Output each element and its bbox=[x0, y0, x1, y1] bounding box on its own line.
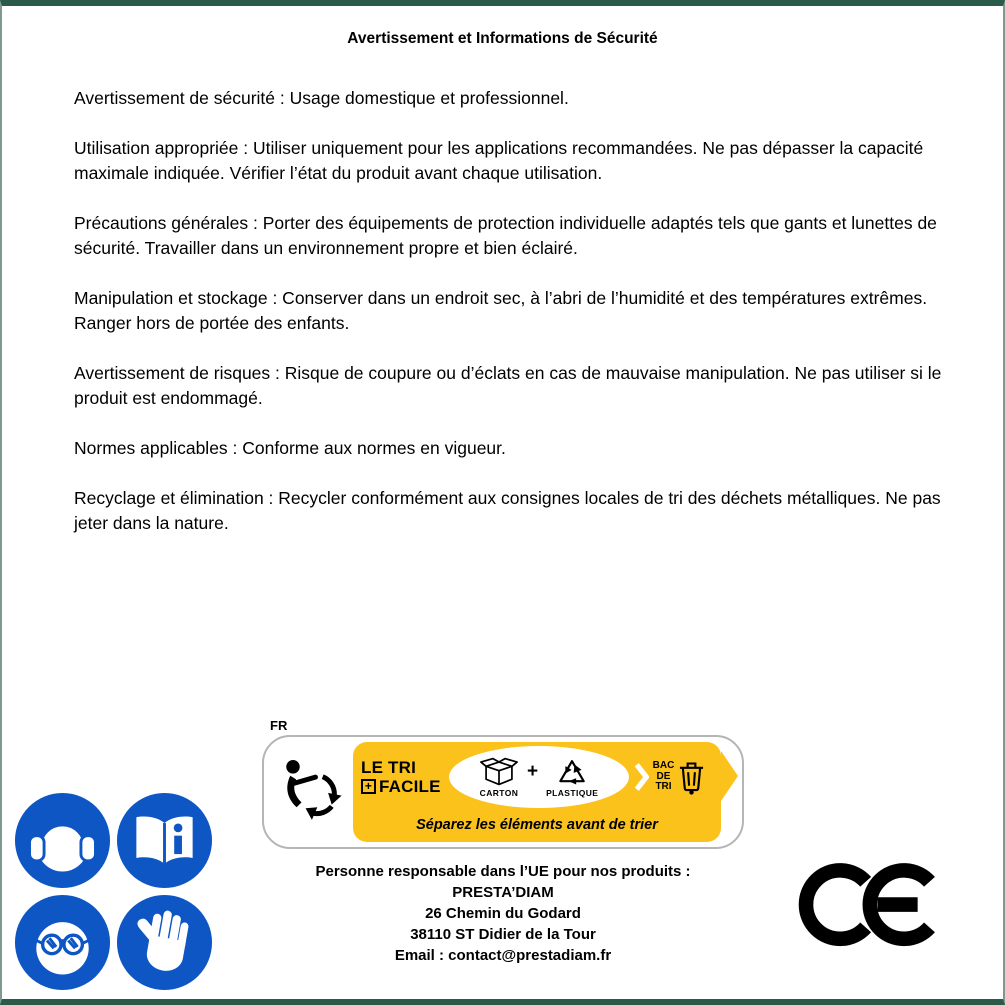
ear-protection-icon bbox=[14, 792, 111, 889]
mandatory-safety-icons bbox=[14, 792, 214, 991]
plastique-material bbox=[546, 757, 598, 798]
facile-text: FACILE bbox=[379, 777, 441, 796]
plus-joiner: + bbox=[526, 761, 539, 782]
le-tri-text: LE TRI bbox=[361, 757, 417, 777]
triman-logo-icon bbox=[269, 742, 353, 842]
paragraph-precautions: Précautions générales : Porter des équipements de protection individuelle adaptés tels que gants et lunettes de sécurité. Travailler dans un environnement propre et bien éclairé. bbox=[74, 213, 937, 258]
contact-email: Email : contact@prestadiam.fr bbox=[394, 947, 612, 964]
protective-gloves-icon bbox=[116, 894, 213, 991]
carton-material bbox=[479, 756, 519, 798]
eu-responsible-block bbox=[262, 861, 744, 966]
le-tri-facile-label bbox=[361, 758, 441, 796]
paragraph-utilisation: Utilisation appropriée : Utiliser uniquement pour les applications recommandées. Ne pas dépasser la capacité maximale indiquée. Vérifier l’état du produit avant chaque utilisation. bbox=[74, 138, 924, 183]
recycle-triangle-icon bbox=[555, 757, 589, 787]
materials-oval bbox=[449, 746, 629, 808]
responsible-intro-line: Personne responsable dans l’UE pour nos produits : bbox=[315, 863, 691, 880]
bac-de-tri-group bbox=[653, 759, 706, 795]
recycling-block bbox=[262, 718, 744, 966]
page-title: Avertissement et Informations de Sécurité bbox=[347, 30, 658, 47]
address-city: 38110 ST Didier de la Tour bbox=[410, 926, 596, 943]
bac-de-tri-label: BAC DE TRI bbox=[652, 760, 675, 793]
triman-sorting-banner bbox=[262, 735, 744, 849]
address-street: 26 Chemin du Godard bbox=[425, 905, 581, 922]
carton-label: CARTON bbox=[479, 788, 519, 798]
paragraph-normes: Normes applicables : Conforme aux normes en vigueur. bbox=[74, 438, 506, 458]
ce-mark-icon bbox=[790, 859, 945, 950]
read-manual-icon bbox=[116, 792, 213, 889]
chevron-separator-icon bbox=[635, 762, 649, 792]
plus-box: + bbox=[361, 779, 376, 794]
tri-facile-band bbox=[353, 742, 721, 842]
triman-tagline: Séparez les éléments avant de trier bbox=[416, 817, 658, 833]
country-code-label: FR bbox=[270, 718, 288, 733]
paragraph-usage: Avertissement de sécurité : Usage domestique et professionnel. bbox=[74, 88, 569, 108]
eye-protection-icon bbox=[14, 894, 111, 991]
plastique-label: PLASTIQUE bbox=[546, 787, 599, 798]
waste-bin-icon bbox=[678, 759, 705, 795]
carton-box-icon bbox=[479, 756, 519, 787]
tri-facile-row bbox=[353, 742, 721, 812]
paragraph-manipulation: Manipulation et stockage : Conserver dans un endroit sec, à l’abri de l’humidité et des températures extrêmes. Ranger hors de portée des enfants. bbox=[74, 288, 928, 333]
company-name: PRESTA’DIAM bbox=[452, 884, 554, 901]
paragraph-risques: Avertissement de risques : Risque de coupure ou d’éclats en cas de mauvaise manipulation. Ne pas utiliser si le produit est endommagé. bbox=[74, 363, 942, 408]
safety-paragraphs bbox=[74, 86, 969, 536]
paragraph-recyclage: Recyclage et élimination : Recycler conformément aux consignes locales de tri des déchets métalliques. Ne pas jeter dans la nature. bbox=[74, 488, 941, 533]
